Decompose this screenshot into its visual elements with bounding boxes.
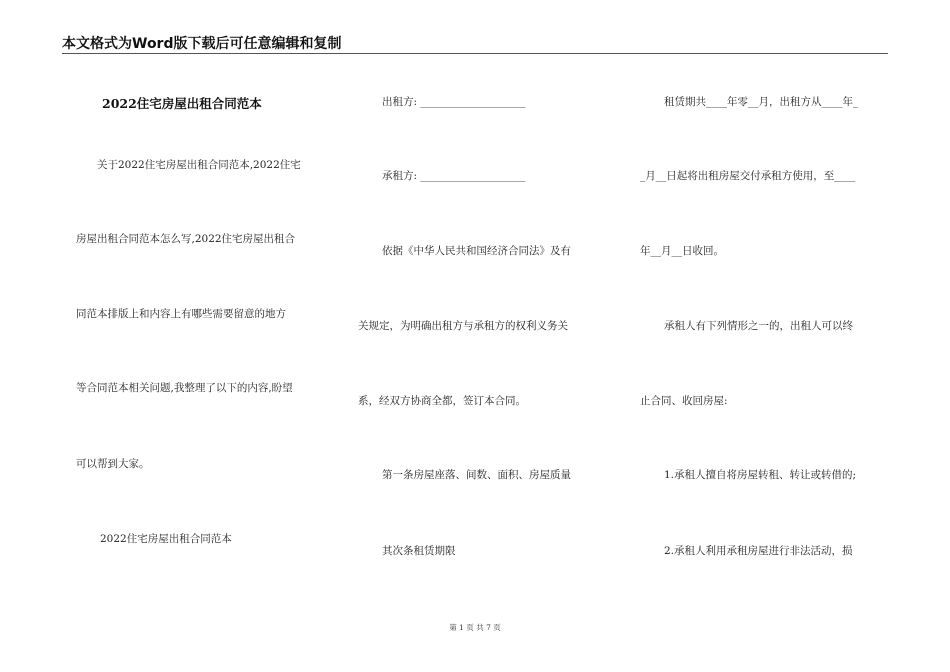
document-header: 本文格式为Word版下载后可任意编辑和复制 bbox=[62, 36, 342, 52]
preamble-line-3: 系，经双方协商全都，签订本合同。 bbox=[358, 395, 526, 407]
lessee-field: 承租方: ____________________ bbox=[382, 170, 526, 182]
intro-line-3: 同范本排版上和内容上有哪些需要留意的地方 bbox=[76, 308, 286, 320]
termination-line-2: 止合同、收回房屋: bbox=[640, 395, 728, 407]
term-line-2: _月__日起将出租房屋交付承租方使用，至____ bbox=[640, 170, 856, 182]
subtitle: 2022住宅房屋出租合同范本 bbox=[100, 533, 232, 545]
intro-line-4: 等合同范本相关问题,我整理了以下的内容,盼望 bbox=[76, 382, 293, 394]
preamble-line-2: 关规定，为明确出租方与承租方的权利义务关 bbox=[358, 320, 568, 332]
lessor-field: 出租方: ____________________ bbox=[382, 96, 526, 108]
document-title: 2022住宅房屋出租合同范本 bbox=[102, 96, 262, 111]
article-2-heading: 其次条租赁期限 bbox=[382, 545, 456, 557]
clause-1: 1.承租人擅自将房屋转租、转让或转借的; bbox=[664, 469, 857, 481]
intro-line-2: 房屋出租合同范本怎么写,2022住宅房屋出租合 bbox=[76, 233, 296, 245]
header-divider bbox=[62, 53, 888, 54]
page-footer: 第 1 页 共 7 页 bbox=[449, 623, 501, 632]
clause-2: 2.承租人利用承租房屋进行非法活动，损 bbox=[664, 545, 853, 557]
preamble-line-1: 依据《中华人民共和国经济合同法》及有 bbox=[382, 245, 571, 257]
intro-line-1: 关于2022住宅房屋出租合同范本,2022住宅 bbox=[97, 159, 301, 171]
term-line-1: 租赁期共____年零__月，出租方从____年_ bbox=[664, 96, 859, 108]
article-1-heading: 第一条房屋座落、间数、面积、房屋质量 bbox=[382, 469, 571, 481]
termination-line-1: 承租人有下列情形之一的，出租人可以终 bbox=[664, 320, 853, 332]
intro-line-5: 可以帮到大家。 bbox=[76, 458, 150, 470]
term-line-3: 年__月__日收回。 bbox=[640, 245, 724, 257]
